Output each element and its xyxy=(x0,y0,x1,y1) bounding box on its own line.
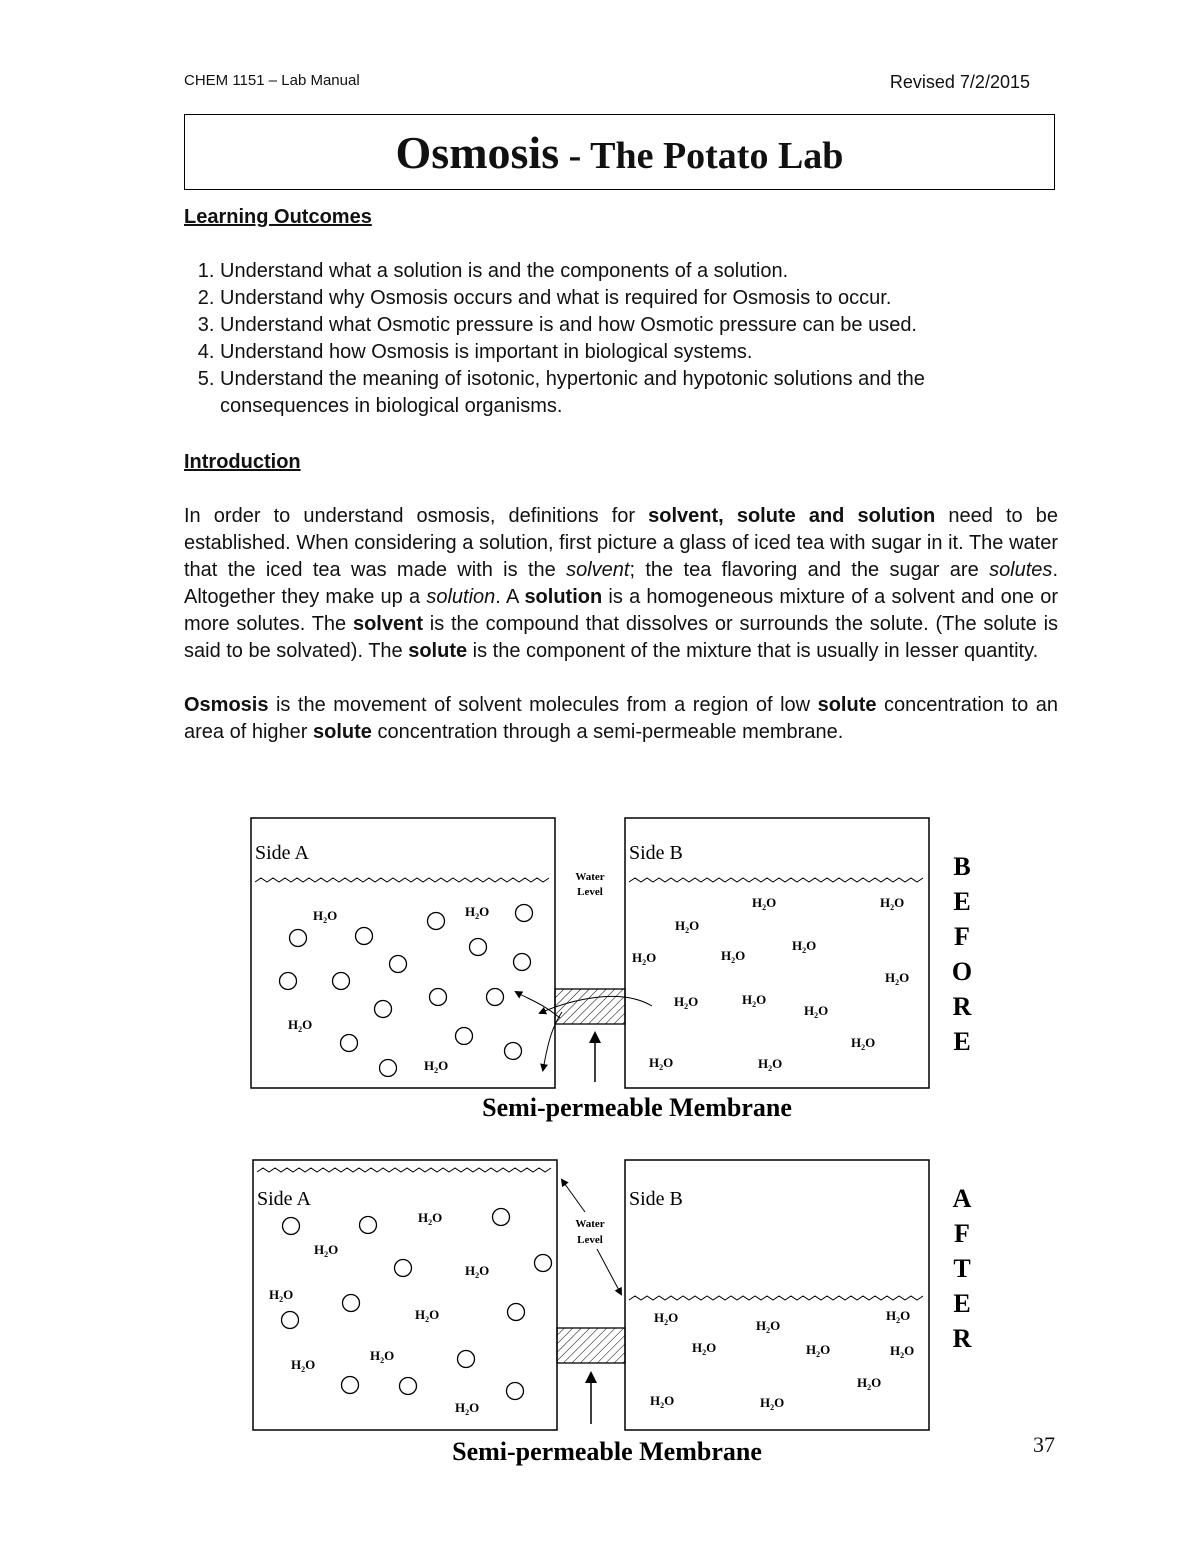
h2o-molecule: $H_2O$ xyxy=(465,904,490,921)
membrane-after xyxy=(557,1328,625,1363)
h2o-molecule: $H_2O$ xyxy=(632,950,657,967)
membrane-before xyxy=(555,989,625,1024)
solute-particle xyxy=(493,1209,510,1226)
solute-particle xyxy=(342,1377,359,1394)
h2o-molecule: $H_2O$ xyxy=(851,1035,876,1052)
after-letter: E xyxy=(953,1289,971,1318)
h2o-molecule: $H_2O$ xyxy=(758,1056,783,1073)
water-level-label: Level xyxy=(577,1234,603,1246)
solute-particle xyxy=(395,1260,412,1277)
solute-particle xyxy=(356,928,373,945)
water-level-line xyxy=(257,1168,551,1172)
solute-particle xyxy=(507,1383,524,1400)
intro-paragraph-1: In order to understand osmosis, definitions for solvent, solute and solution need to be established. When considering a solution, first picture a glass of iced tea with sugar in it. The water that the iced tea was made with is the solvent; the tea flavoring and the sugar are solutes. Altogether they make up a solution. A solution is a homogeneous mixture of a solvent and one or more solutes. The solvent is the compound that dissolves or surrounds the solute. (The solute is said to be solvated). The solute is the component of the mixture that is usually in lesser quantity. xyxy=(184,505,1059,662)
h2o-molecule: $H_2O$ xyxy=(674,994,699,1011)
h2o-molecule: $H_2O$ xyxy=(857,1375,882,1392)
solute-particle xyxy=(341,1035,358,1052)
h2o-molecule: $H_2O$ xyxy=(455,1400,480,1417)
after-letter: T xyxy=(953,1254,971,1283)
side-label: Side A xyxy=(257,1188,311,1210)
membrane-label: Semi-permeable Membrane xyxy=(452,1437,762,1466)
solute-particle xyxy=(282,1312,299,1329)
side-label: Side B xyxy=(629,1188,683,1210)
side-label: Side A xyxy=(255,842,309,864)
outcome-item: 2. Understand why Osmosis occurs and what is required for Osmosis to occur. xyxy=(220,285,1058,312)
header-course: CHEM 1151 – Lab Manual xyxy=(184,72,360,89)
h2o-molecule: $H_2O$ xyxy=(885,970,910,987)
osmosis-diagram xyxy=(240,812,1000,1492)
h2o-molecule: $H_2O$ xyxy=(752,895,777,912)
solute-particle xyxy=(428,913,445,930)
solute-particle xyxy=(505,1043,522,1060)
h2o-molecule: $H_2O$ xyxy=(804,1003,829,1020)
water-level-line xyxy=(629,878,923,882)
after-letter: R xyxy=(952,1324,972,1353)
h2o-molecule: $H_2O$ xyxy=(880,895,905,912)
h2o-molecule: $H_2O$ xyxy=(890,1343,915,1360)
introduction xyxy=(184,449,1058,746)
water-level-line xyxy=(629,1296,923,1300)
h2o-molecule: $H_2O$ xyxy=(742,992,767,1009)
h2o-molecule: $H_2O$ xyxy=(756,1318,781,1335)
solute-particle xyxy=(280,973,297,990)
outcome-item: 5. Understand the meaning of isotonic, hypertonic and hypotonic solutions and the consequences in biological organisms. xyxy=(220,366,1058,420)
h2o-molecule: $H_2O$ xyxy=(721,948,746,965)
h2o-molecule: $H_2O$ xyxy=(806,1342,831,1359)
intro-paragraph-2: Osmosis is the movement of solvent molecules from a region of low solute concentration to an area of higher solute concentration through a semi-permeable membrane. xyxy=(184,694,1058,743)
water-level-label: Level xyxy=(577,886,603,898)
h2o-molecule: $H_2O$ xyxy=(424,1058,449,1075)
intro-heading: Introduction xyxy=(184,451,301,473)
solute-particle xyxy=(400,1378,417,1395)
outcome-item: 4. Understand how Osmosis is important in biological systems. xyxy=(220,339,1058,366)
solute-particle xyxy=(487,989,504,1006)
title-sub: - The Potato Lab xyxy=(559,135,844,177)
h2o-molecule: $H_2O$ xyxy=(675,918,700,935)
solute-particle xyxy=(283,1218,300,1235)
before-letter: F xyxy=(954,922,970,951)
solute-particle xyxy=(470,939,487,956)
solute-particle xyxy=(360,1217,377,1234)
solute-particle xyxy=(514,954,531,971)
flow-arrow xyxy=(516,992,560,1018)
h2o-molecule: $H_2O$ xyxy=(313,908,338,925)
outcome-item: 1. Understand what a solution is and the components of a solution. xyxy=(220,258,1058,285)
h2o-molecule: $H_2O$ xyxy=(792,938,817,955)
solute-particle xyxy=(458,1351,475,1368)
solute-particle xyxy=(535,1255,552,1272)
learning-outcomes xyxy=(184,204,1058,420)
h2o-molecule: $H_2O$ xyxy=(886,1308,911,1325)
solute-particle xyxy=(390,956,407,973)
h2o-molecule: $H_2O$ xyxy=(760,1395,785,1412)
solute-particle xyxy=(508,1304,525,1321)
after-letter: F xyxy=(954,1219,970,1248)
h2o-molecule: $H_2O$ xyxy=(415,1307,440,1324)
water-level-label: Water xyxy=(575,871,605,883)
outcomes-heading: Learning Outcomes xyxy=(184,206,372,228)
h2o-molecule: $H_2O$ xyxy=(654,1310,679,1327)
h2o-molecule: $H_2O$ xyxy=(692,1340,717,1357)
osmosis-diagram-svg xyxy=(240,812,1000,1492)
water-level-line xyxy=(255,878,549,882)
solute-particle xyxy=(290,930,307,947)
title-main: Osmosis xyxy=(395,127,560,178)
h2o-molecule: $H_2O$ xyxy=(269,1287,294,1304)
header-revised-date: Revised 7/2/2015 xyxy=(889,72,1030,92)
solute-particle xyxy=(430,989,447,1006)
before-letter: R xyxy=(952,992,972,1021)
h2o-molecule: $H_2O$ xyxy=(370,1348,395,1365)
solute-particle xyxy=(516,905,533,922)
water-level-label: Water xyxy=(575,1218,605,1230)
page-number: 37 xyxy=(1033,1432,1055,1457)
solute-particle xyxy=(380,1060,397,1077)
solute-particle xyxy=(375,1001,392,1018)
h2o-molecule: $H_2O$ xyxy=(314,1242,339,1259)
before-letter: E xyxy=(953,1027,971,1056)
side-label: Side B xyxy=(629,842,683,864)
solute-particle xyxy=(333,973,350,990)
h2o-molecule: $H_2O$ xyxy=(288,1017,313,1034)
before-letter: B xyxy=(953,852,971,881)
h2o-molecule: $H_2O$ xyxy=(650,1393,675,1410)
h2o-molecule: $H_2O$ xyxy=(418,1210,443,1227)
outcomes-list xyxy=(184,258,1058,420)
after-letter: A xyxy=(952,1184,972,1213)
water-level-arrow xyxy=(562,1180,585,1212)
solute-particle xyxy=(343,1295,360,1312)
solute-particle xyxy=(456,1028,473,1045)
before-letter: O xyxy=(951,957,973,986)
h2o-molecule: $H_2O$ xyxy=(649,1055,674,1072)
h2o-molecule: $H_2O$ xyxy=(465,1263,490,1280)
membrane-label: Semi-permeable Membrane xyxy=(482,1093,792,1122)
outcome-item: 3. Understand what Osmotic pressure is and how Osmotic pressure can be used. xyxy=(220,312,1058,339)
water-level-arrow xyxy=(597,1249,621,1294)
h2o-molecule: $H_2O$ xyxy=(291,1357,316,1374)
before-letter: E xyxy=(953,887,971,916)
title-box xyxy=(184,114,1055,190)
